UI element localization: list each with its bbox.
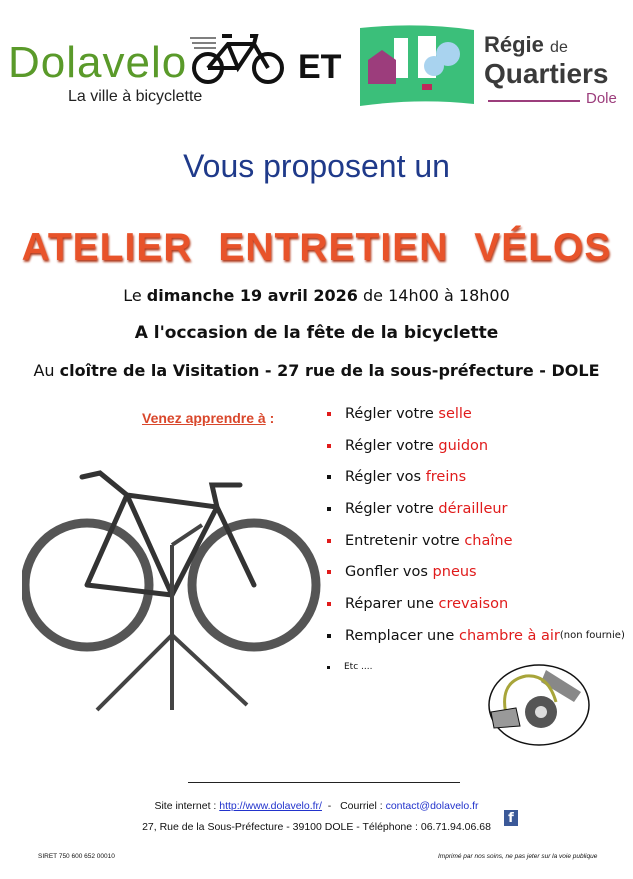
list-item bbox=[327, 493, 625, 525]
bicycle-on-stand-image bbox=[22, 455, 322, 720]
item-text: Régler vos bbox=[345, 469, 422, 486]
location-prefix: Au bbox=[33, 361, 60, 380]
item-text: Régler votre bbox=[345, 500, 434, 517]
location-line bbox=[0, 361, 633, 380]
list-item bbox=[327, 588, 625, 620]
intro-heading: Vous proposent un bbox=[183, 148, 450, 184]
learn-colon: : bbox=[265, 410, 275, 426]
date-line bbox=[0, 286, 633, 305]
item-text: Remplacer une bbox=[345, 627, 455, 644]
connector-text: ET bbox=[298, 48, 342, 86]
regie-logo-icon bbox=[358, 24, 476, 108]
footer-contact-line bbox=[0, 800, 633, 812]
separator: - bbox=[321, 800, 341, 812]
item-text: Entretenir votre bbox=[345, 532, 460, 549]
siret-number: SIRET 750 600 652 00010 bbox=[38, 853, 115, 860]
item-text: Régler votre bbox=[345, 437, 434, 454]
bullet-icon bbox=[327, 634, 331, 638]
event-date: dimanche 19 avril 2026 bbox=[146, 286, 358, 305]
print-notice: Imprimé par nos soins, ne pas jeter sur la voie publique bbox=[438, 853, 598, 860]
mail-label: Courriel : bbox=[340, 800, 386, 812]
regie-word: Régie bbox=[484, 32, 544, 57]
item-highlight: crevaison bbox=[438, 595, 509, 612]
date-prefix: Le bbox=[123, 286, 147, 305]
event-hours: de 14h00 à 18h00 bbox=[357, 286, 510, 305]
learn-label bbox=[142, 410, 274, 426]
item-highlight: selle bbox=[438, 405, 472, 422]
bullet-icon bbox=[327, 602, 331, 606]
item-text: Gonfler vos bbox=[345, 564, 428, 581]
bullet-icon bbox=[327, 539, 331, 543]
website-link[interactable]: http://www.dolavelo.fr/ bbox=[219, 800, 322, 812]
regie-title-line1 bbox=[484, 32, 568, 58]
list-item bbox=[327, 398, 625, 430]
list-item bbox=[327, 430, 625, 462]
occasion-line: A l'occasion de la fête de la bicyclette bbox=[134, 323, 499, 343]
regie-divider bbox=[488, 100, 580, 102]
derailleur-illustration-icon bbox=[486, 662, 592, 748]
regie-title-line2: Quartiers bbox=[484, 58, 609, 89]
dolavelo-tagline: La ville à bicyclette bbox=[68, 88, 203, 105]
bullet-icon bbox=[327, 570, 331, 574]
item-highlight: chambre à air bbox=[458, 627, 560, 644]
bullet-icon bbox=[327, 444, 331, 448]
list-item bbox=[327, 461, 625, 493]
item-highlight: freins bbox=[425, 469, 467, 486]
etc-text: Etc .... bbox=[344, 662, 373, 673]
event-location: cloître de la Visitation - 27 rue de la sous-préfecture - DOLE bbox=[59, 361, 600, 380]
dolavelo-logo: Dolavelo bbox=[8, 38, 188, 87]
regie-city: Dole bbox=[586, 90, 617, 107]
list-item bbox=[327, 525, 625, 557]
item-highlight: chaîne bbox=[464, 532, 513, 549]
email-link[interactable]: contact@dolavelo.fr bbox=[385, 800, 479, 812]
list-item bbox=[327, 556, 625, 588]
facebook-icon[interactable]: f bbox=[504, 810, 518, 826]
bullet-icon bbox=[327, 412, 331, 416]
regie-de: de bbox=[550, 39, 568, 56]
footer-divider bbox=[188, 782, 460, 783]
item-highlight: guidon bbox=[438, 437, 489, 454]
bicycle-logo-icon bbox=[190, 30, 286, 88]
item-highlight: dérailleur bbox=[438, 500, 508, 517]
item-highlight: pneus bbox=[432, 564, 477, 581]
bullet-icon bbox=[327, 666, 330, 669]
bullet-icon bbox=[327, 475, 331, 479]
event-title: ATELIER ENTRETIEN VÉLOS bbox=[21, 226, 612, 269]
item-text: Régler votre bbox=[345, 405, 434, 422]
item-text: Réparer une bbox=[345, 595, 434, 612]
list-item bbox=[327, 620, 625, 652]
site-label: Site internet : bbox=[154, 800, 220, 812]
item-note: (non fournie) bbox=[559, 629, 625, 641]
footer-address: 27, Rue de la Sous-Préfecture - 39100 DOLE - Téléphone : 06.71.94.06.68 bbox=[142, 821, 491, 833]
bullet-icon bbox=[327, 507, 331, 511]
learn-label-text: Venez apprendre à bbox=[142, 410, 266, 426]
learn-list bbox=[327, 398, 625, 683]
